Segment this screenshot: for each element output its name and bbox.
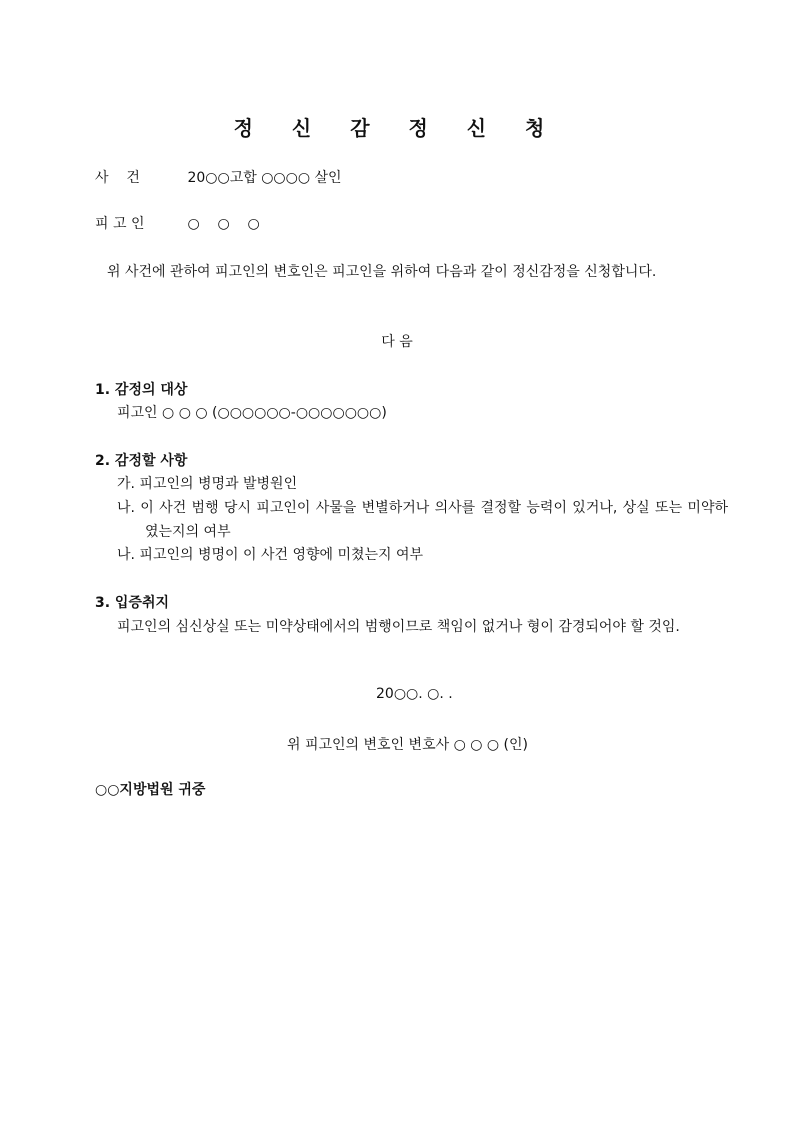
section-2-item-ga: 가. 피고인의 병명과 발병원인: [117, 476, 298, 492]
defendant-value: ○ ○ ○: [187, 216, 260, 232]
document-title: 정 신 감 정 신 청: [233, 116, 561, 140]
signature-line: 위 피고인의 변호인 변호사 ○ ○ ○ (인): [287, 737, 529, 753]
intro-paragraph: 위 사건에 관하여 피고인의 변호인은 피고인을 위하여 다음과 같이 정신감정을 신청합니다.: [107, 264, 657, 280]
section-heading: 다 음: [381, 334, 413, 350]
section-2-heading: 2. 감정할 사항: [95, 453, 188, 469]
section-1-heading: 1. 감정의 대상: [95, 382, 188, 398]
defendant-label: 피 고 인: [95, 216, 145, 232]
defendant-row: [95, 213, 260, 233]
case-row: [95, 167, 342, 187]
section-2-item-na-2: 나. 피고인의 병명이 이 사건 영향에 미쳤는지 여부: [117, 547, 424, 563]
section-3-heading: 3. 입증취지: [95, 595, 170, 611]
case-value: 20○○고합 ○○○○ 살인: [187, 170, 342, 186]
court-recipient: ○○지방법원 귀중: [95, 782, 206, 798]
section-3-line-1: 피고인의 심신상실 또는 미약상태에서의 범행이므로 책임이 없거나 형이 감경되어야 할 것임.: [117, 619, 680, 635]
date-line: 20○○. ○. .: [376, 686, 453, 702]
section-1-line-1: 피고인 ○ ○ ○ (○○○○○○-○○○○○○○): [117, 405, 387, 421]
case-label: 사 건: [95, 170, 140, 186]
section-2-item-na-1: 나. 이 사건 범행 당시 피고인이 사물을 변별하거나 의사를 결정할 능력이 있거나, 상실 또는 미약하였는지의 여부: [117, 500, 728, 540]
